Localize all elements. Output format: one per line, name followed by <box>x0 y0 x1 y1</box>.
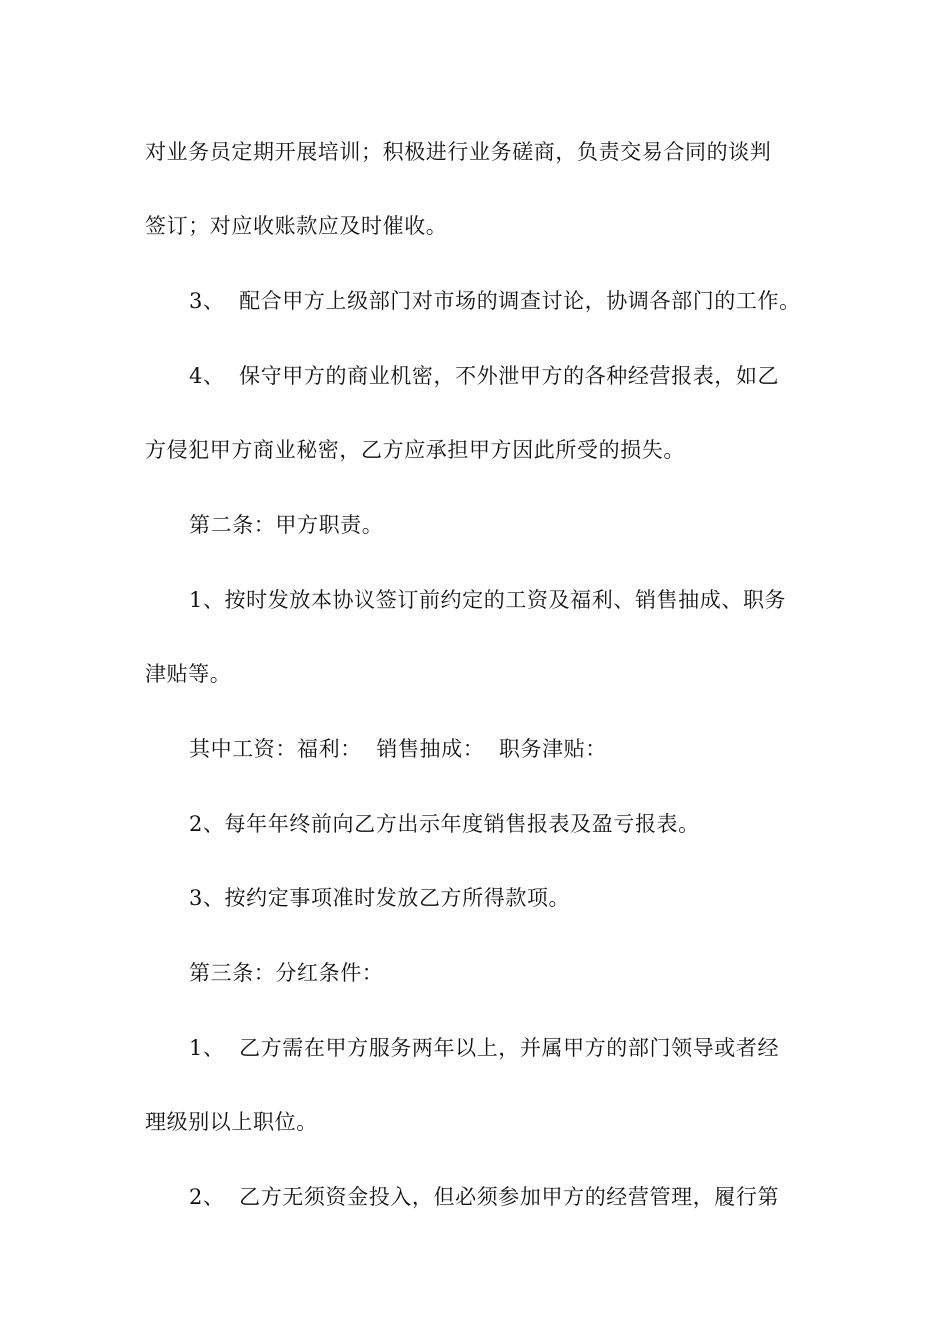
body-text-line-7: 1、按时发放本协议签订前约定的工资及福利、销售抽成、职务 <box>189 588 787 612</box>
body-text-line-9: 其中工资：福利： 销售抽成： 职务津贴： <box>189 737 607 761</box>
body-text-line-8: 津贴等。 <box>145 662 232 686</box>
body-text-line-11: 3、按约定事项准时发放乙方所得款项。 <box>189 886 571 910</box>
body-text-line-10: 2、每年年终前向乙方出示年度销售报表及盈亏报表。 <box>189 812 700 836</box>
section-heading-article-3: 第三条：分红条件： <box>189 961 384 985</box>
body-text-line-1: 对业务员定期开展培训；积极进行业务磋商，负责交易合同的谈判 <box>145 140 772 164</box>
body-text-line-15: 2、 乙方无须资金投入，但必须参加甲方的经营管理，履行第 <box>189 1185 780 1209</box>
body-text-line-2: 签订；对应收账款应及时催收。 <box>145 214 448 238</box>
body-text-line-14: 理级别以上职位。 <box>145 1110 318 1134</box>
body-text-line-5: 方侵犯甲方商业秘密，乙方应承担甲方因此所受的损失。 <box>145 438 685 462</box>
section-heading-article-2: 第二条：甲方职责。 <box>189 513 384 537</box>
body-text-line-3: 3、 配合甲方上级部门对市场的调查讨论，协调各部门的工作。 <box>189 289 801 313</box>
body-text-line-13: 1、 乙方需在甲方服务两年以上，并属甲方的部门领导或者经 <box>189 1036 780 1060</box>
body-text-line-4: 4、 保守甲方的商业机密，不外泄甲方的各种经营报表，如乙 <box>189 364 780 388</box>
